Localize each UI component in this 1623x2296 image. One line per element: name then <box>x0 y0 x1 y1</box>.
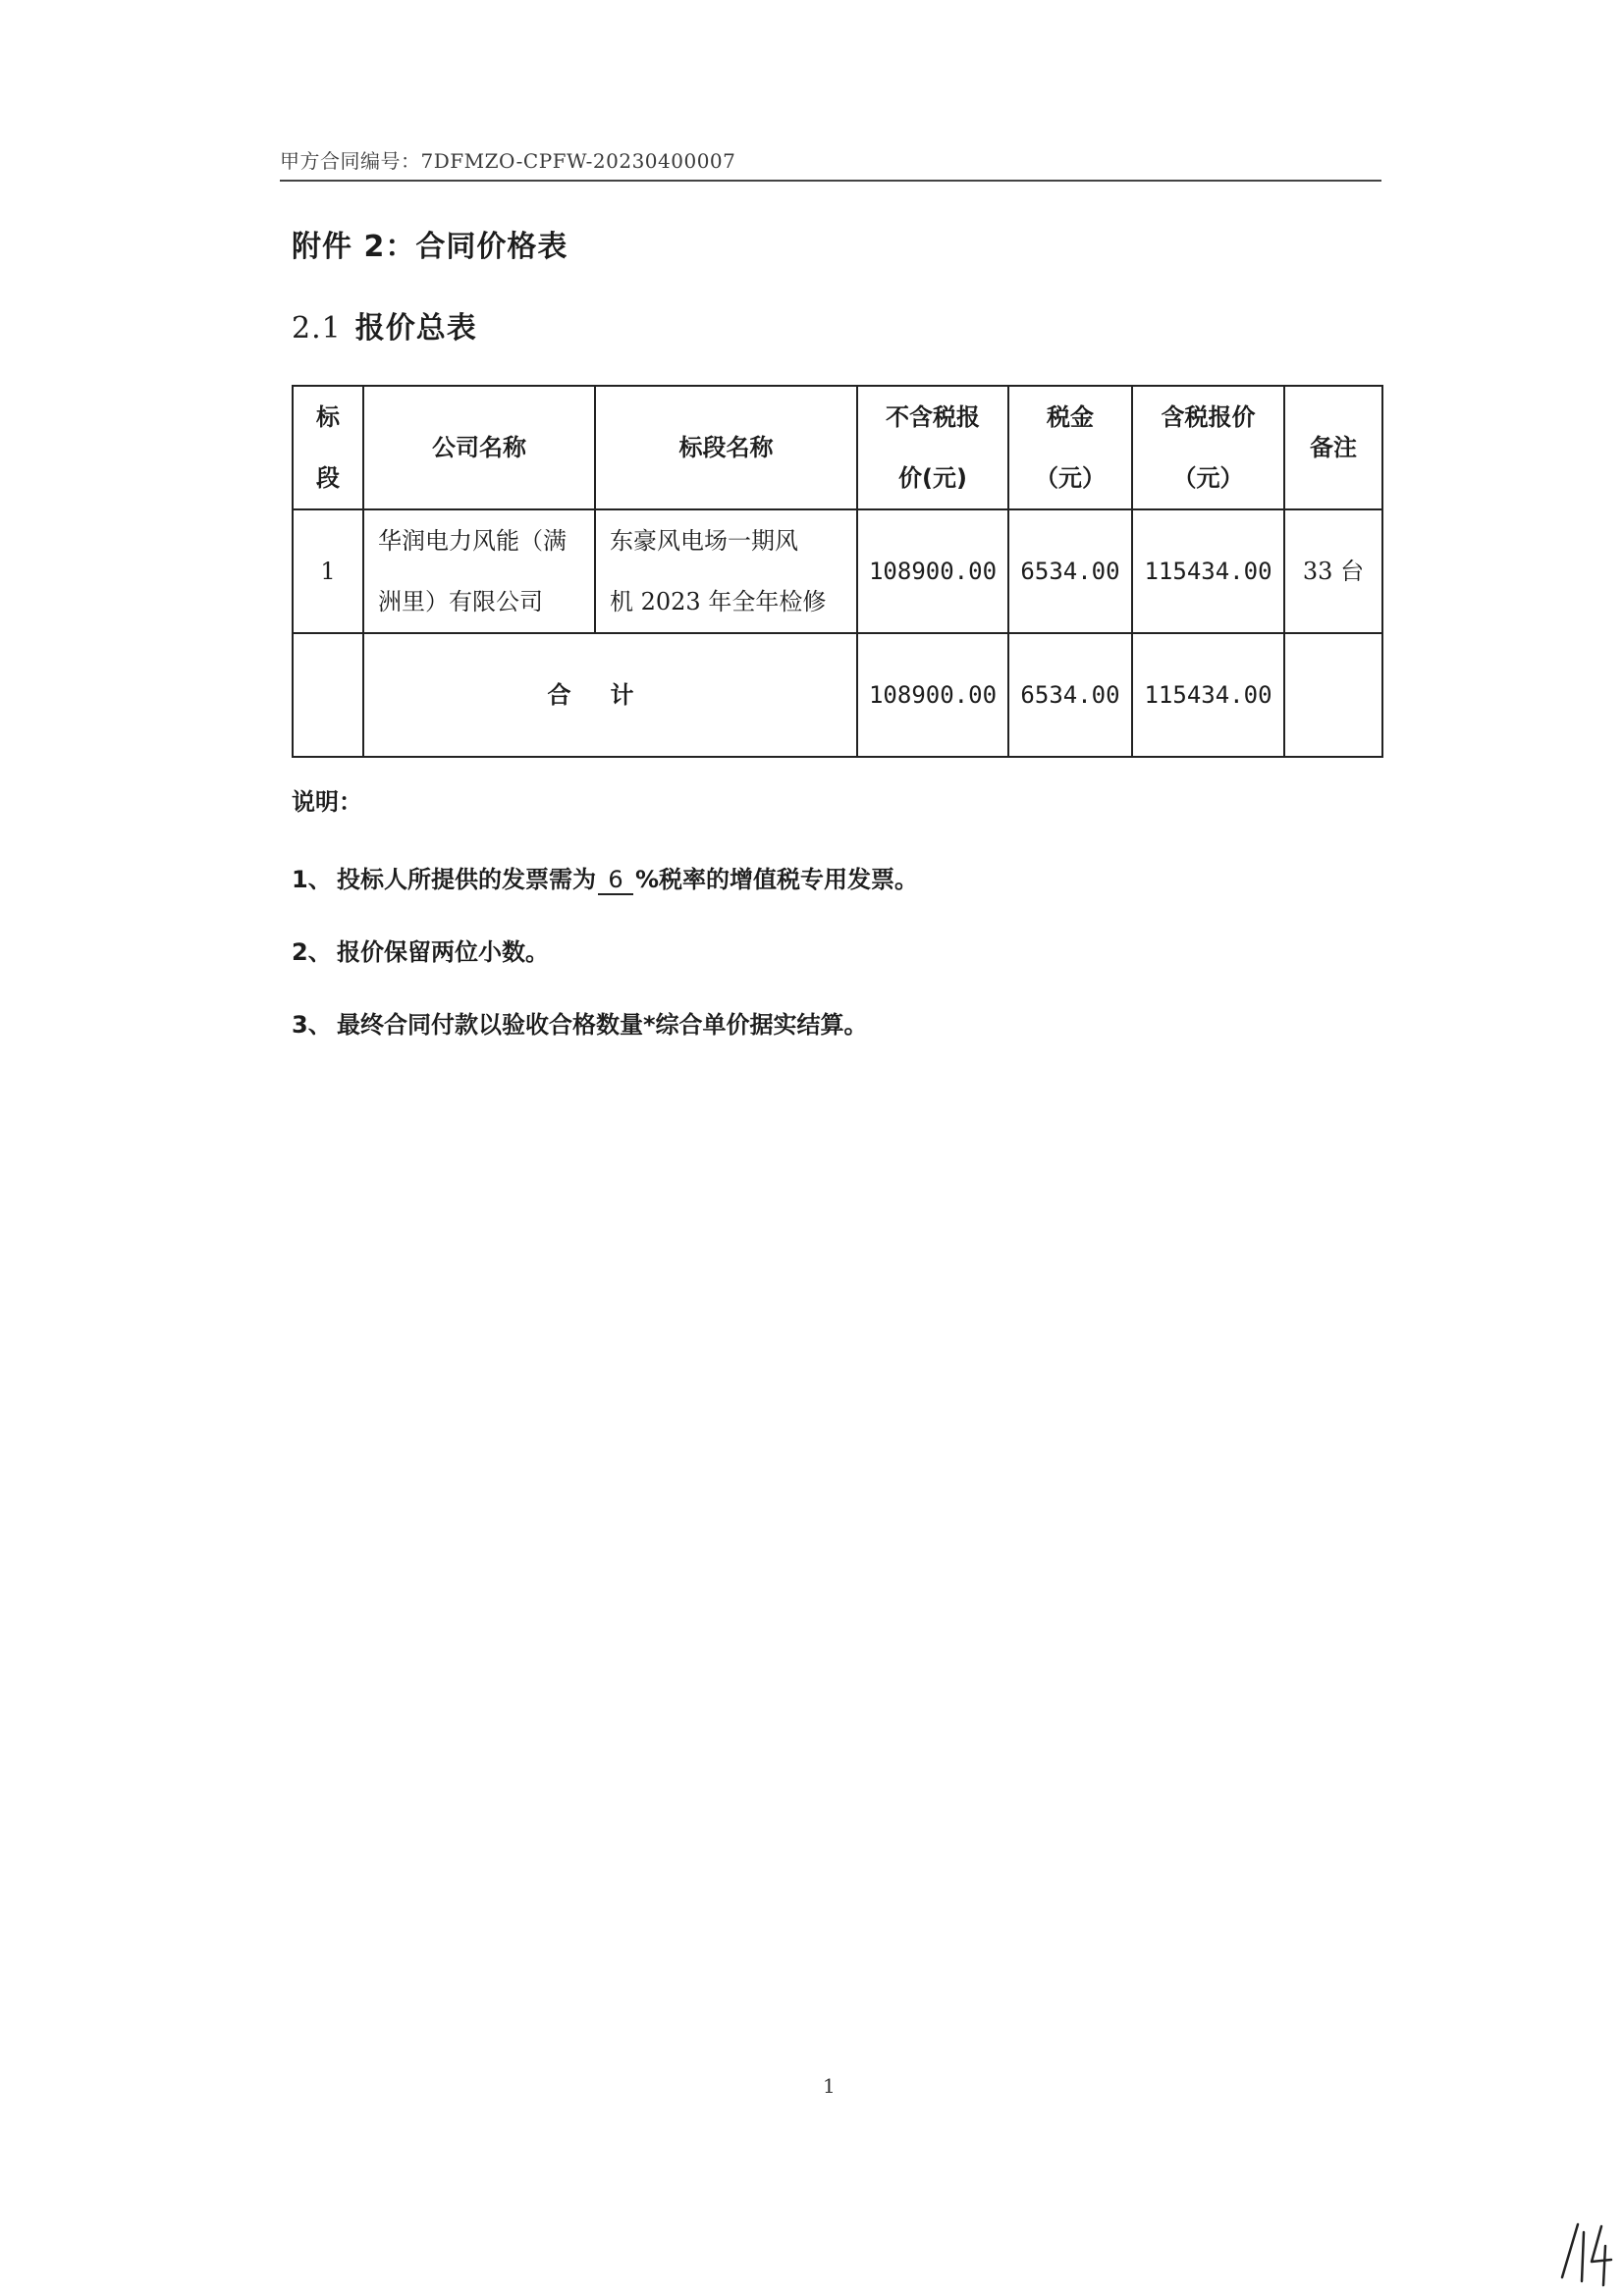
header-price-ex-tax-line1: 不含税报 <box>886 403 980 431</box>
header-section-name: 标段名称 <box>595 386 857 509</box>
note-text <box>337 860 918 895</box>
cell-company-line2: 洲里）有限公司 <box>378 588 543 615</box>
price-summary-table <box>292 385 1383 758</box>
handwritten-page-mark <box>1556 2218 1615 2287</box>
total-remark-empty <box>1284 633 1382 757</box>
cell-section-line2: 机 2023 年全年检修 <box>610 588 827 615</box>
contract-number-header: 甲方合同编号：7DFMZO-CPFW-20230400007 <box>280 149 736 173</box>
note-text-before: 投标人所提供的发票需为 <box>337 866 596 893</box>
total-price-ex-tax: 108900.00 <box>857 633 1008 757</box>
note-text: 报价保留两位小数。 <box>337 938 549 966</box>
cell-total-empty <box>293 633 363 757</box>
header-price-inc-tax-line1: 含税报价 <box>1161 403 1256 431</box>
cell-tax: 6534.00 <box>1008 509 1132 633</box>
cell-section-name <box>595 509 857 633</box>
note-index: 3、 <box>292 1011 332 1039</box>
note-text: 最终合同付款以验收合格数量*综合单价据实结算。 <box>337 1011 868 1039</box>
note-index: 2、 <box>292 938 332 966</box>
header-price-inc-tax <box>1132 386 1284 509</box>
header-company: 公司名称 <box>363 386 595 509</box>
total-tax: 6534.00 <box>1008 633 1132 757</box>
header-tax <box>1008 386 1132 509</box>
section-title-text: 报价总表 <box>354 311 477 346</box>
header-segment <box>293 386 363 509</box>
total-price-inc-tax: 115434.00 <box>1132 633 1284 757</box>
page-number: 1 <box>823 2074 836 2098</box>
cell-section-line1: 东豪风电场一期风 <box>610 527 798 555</box>
total-label: 合计 <box>363 633 857 757</box>
note-text-after: %税率的增值税专用发票。 <box>635 866 919 893</box>
cell-company <box>363 509 595 633</box>
header-divider <box>280 180 1381 182</box>
notes-title: 说明： <box>292 788 362 816</box>
header-price-ex-tax <box>857 386 1008 509</box>
cell-company-line1: 华润电力风能（满 <box>378 527 567 555</box>
table-total-row <box>293 633 1382 757</box>
cell-remark: 33 台 <box>1284 509 1382 633</box>
header-price-inc-tax-line2: （元） <box>1172 464 1244 492</box>
header-tax-line2: （元） <box>1035 464 1106 492</box>
note-item-3 <box>292 1005 918 1078</box>
note-item-1 <box>292 860 918 933</box>
section-title <box>292 303 477 347</box>
tax-rate-value: 6 <box>598 866 633 895</box>
cell-price-inc-tax: 115434.00 <box>1132 509 1284 633</box>
table-header-row <box>293 386 1382 509</box>
header-price-ex-tax-line2: 价(元) <box>898 464 967 492</box>
section-number: 2.1 <box>292 311 342 346</box>
note-index: 1、 <box>292 866 332 893</box>
header-tax-line1: 税金 <box>1047 403 1094 431</box>
cell-segment: 1 <box>293 509 363 633</box>
header-remark: 备注 <box>1284 386 1382 509</box>
attachment-title: 附件 2：合同价格表 <box>292 230 568 264</box>
table-row <box>293 509 1382 633</box>
notes-section <box>292 782 918 1078</box>
header-segment-line1: 标 <box>316 403 340 431</box>
header-segment-line2: 段 <box>316 464 340 492</box>
cell-price-ex-tax: 108900.00 <box>857 509 1008 633</box>
note-item-2 <box>292 933 918 1005</box>
